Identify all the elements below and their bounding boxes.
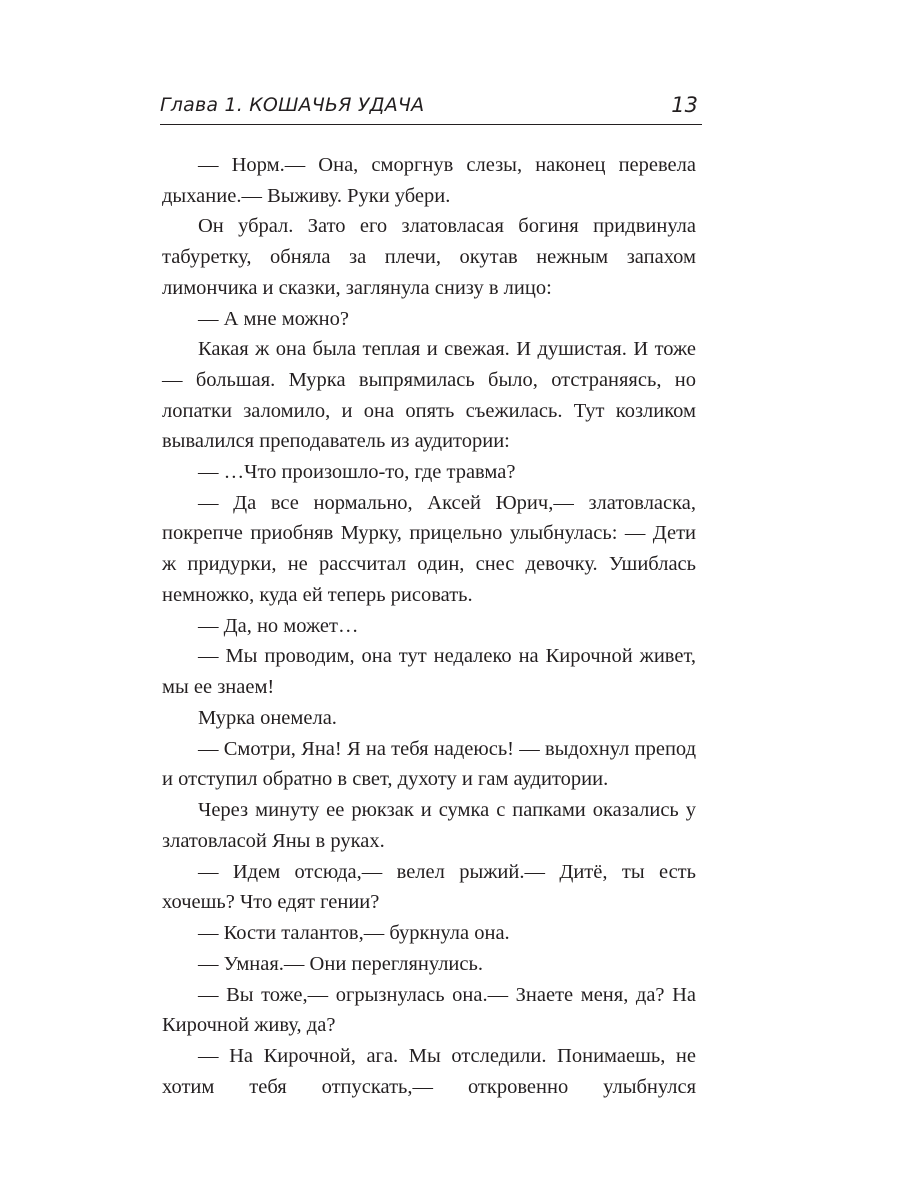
paragraph: — Да, но может… [198,614,359,637]
paragraph: — Смотри, Яна! Я на тебя надеюсь! — выдохнул препод и отступил обратно в свет, духоту и гам аудитории. [162,737,696,791]
page-number: 13 [671,93,698,117]
paragraph: — На Кирочной, ага. Мы отследили. Понимаешь, не хотим тебя отпускать,— откровенно улыбнулся [162,1045,696,1098]
paragraph: — Вы тоже,— огрызнулась она.— Знаете меня, да? На Кирочной живу, да? [162,983,696,1037]
running-header [160,92,698,122]
paragraph: — …Что произошло-то, где травма? [198,461,516,483]
paragraph: — Идем отсюда,— велел рыжий.— Дитё, ты есть хочешь? Что едят гении? [162,860,696,914]
paragraph: — Мы проводим, она тут недалеко на Кирочной живет, мы ее знаем! [162,645,696,698]
paragraph: — Умная.— Они переглянулись. [198,952,483,975]
paragraph: — А мне можно? [198,307,349,330]
chapter-title: Глава 1. КОШАЧЬЯ УДАЧА [160,94,425,116]
paragraph: — Да все нормально, Аксей Юрич,— златовласка, покрепче приобняв Мурку, прицельно улыбнулась: — Дети ж придурки, не рассчитал один, снес девочку. Ушиблась немножко, куда ей теперь рисовать. [162,491,696,606]
paragraph: — Норм.— Она, сморгнув слезы, наконец перевела дыхание.— Выживу. Руки убери. [162,154,696,207]
paragraph: — Кости талантов,— буркнула она. [198,922,510,945]
paragraph: Он убрал. Зато его златовласая богиня придвинула табуретку, обняла за плечи, окутав нежным запахом лимончика и сказки, заглянула снизу в лицо: [162,215,696,299]
paragraph: Какая ж она была теплая и свежая. И душистая. И тоже — большая. Мурка выпрямилась было, отстраняясь, но лопатки заломило, и она опять съежилась. Тут козликом вывалился преподаватель из аудитории: [162,338,696,453]
header-rule [160,124,702,125]
body-text [162,150,696,1103]
paragraph: Мурка онемела. [198,706,337,729]
paragraph: Через минуту ее рюкзак и сумка с папками оказались у златовласой Яны в руках. [162,799,696,852]
